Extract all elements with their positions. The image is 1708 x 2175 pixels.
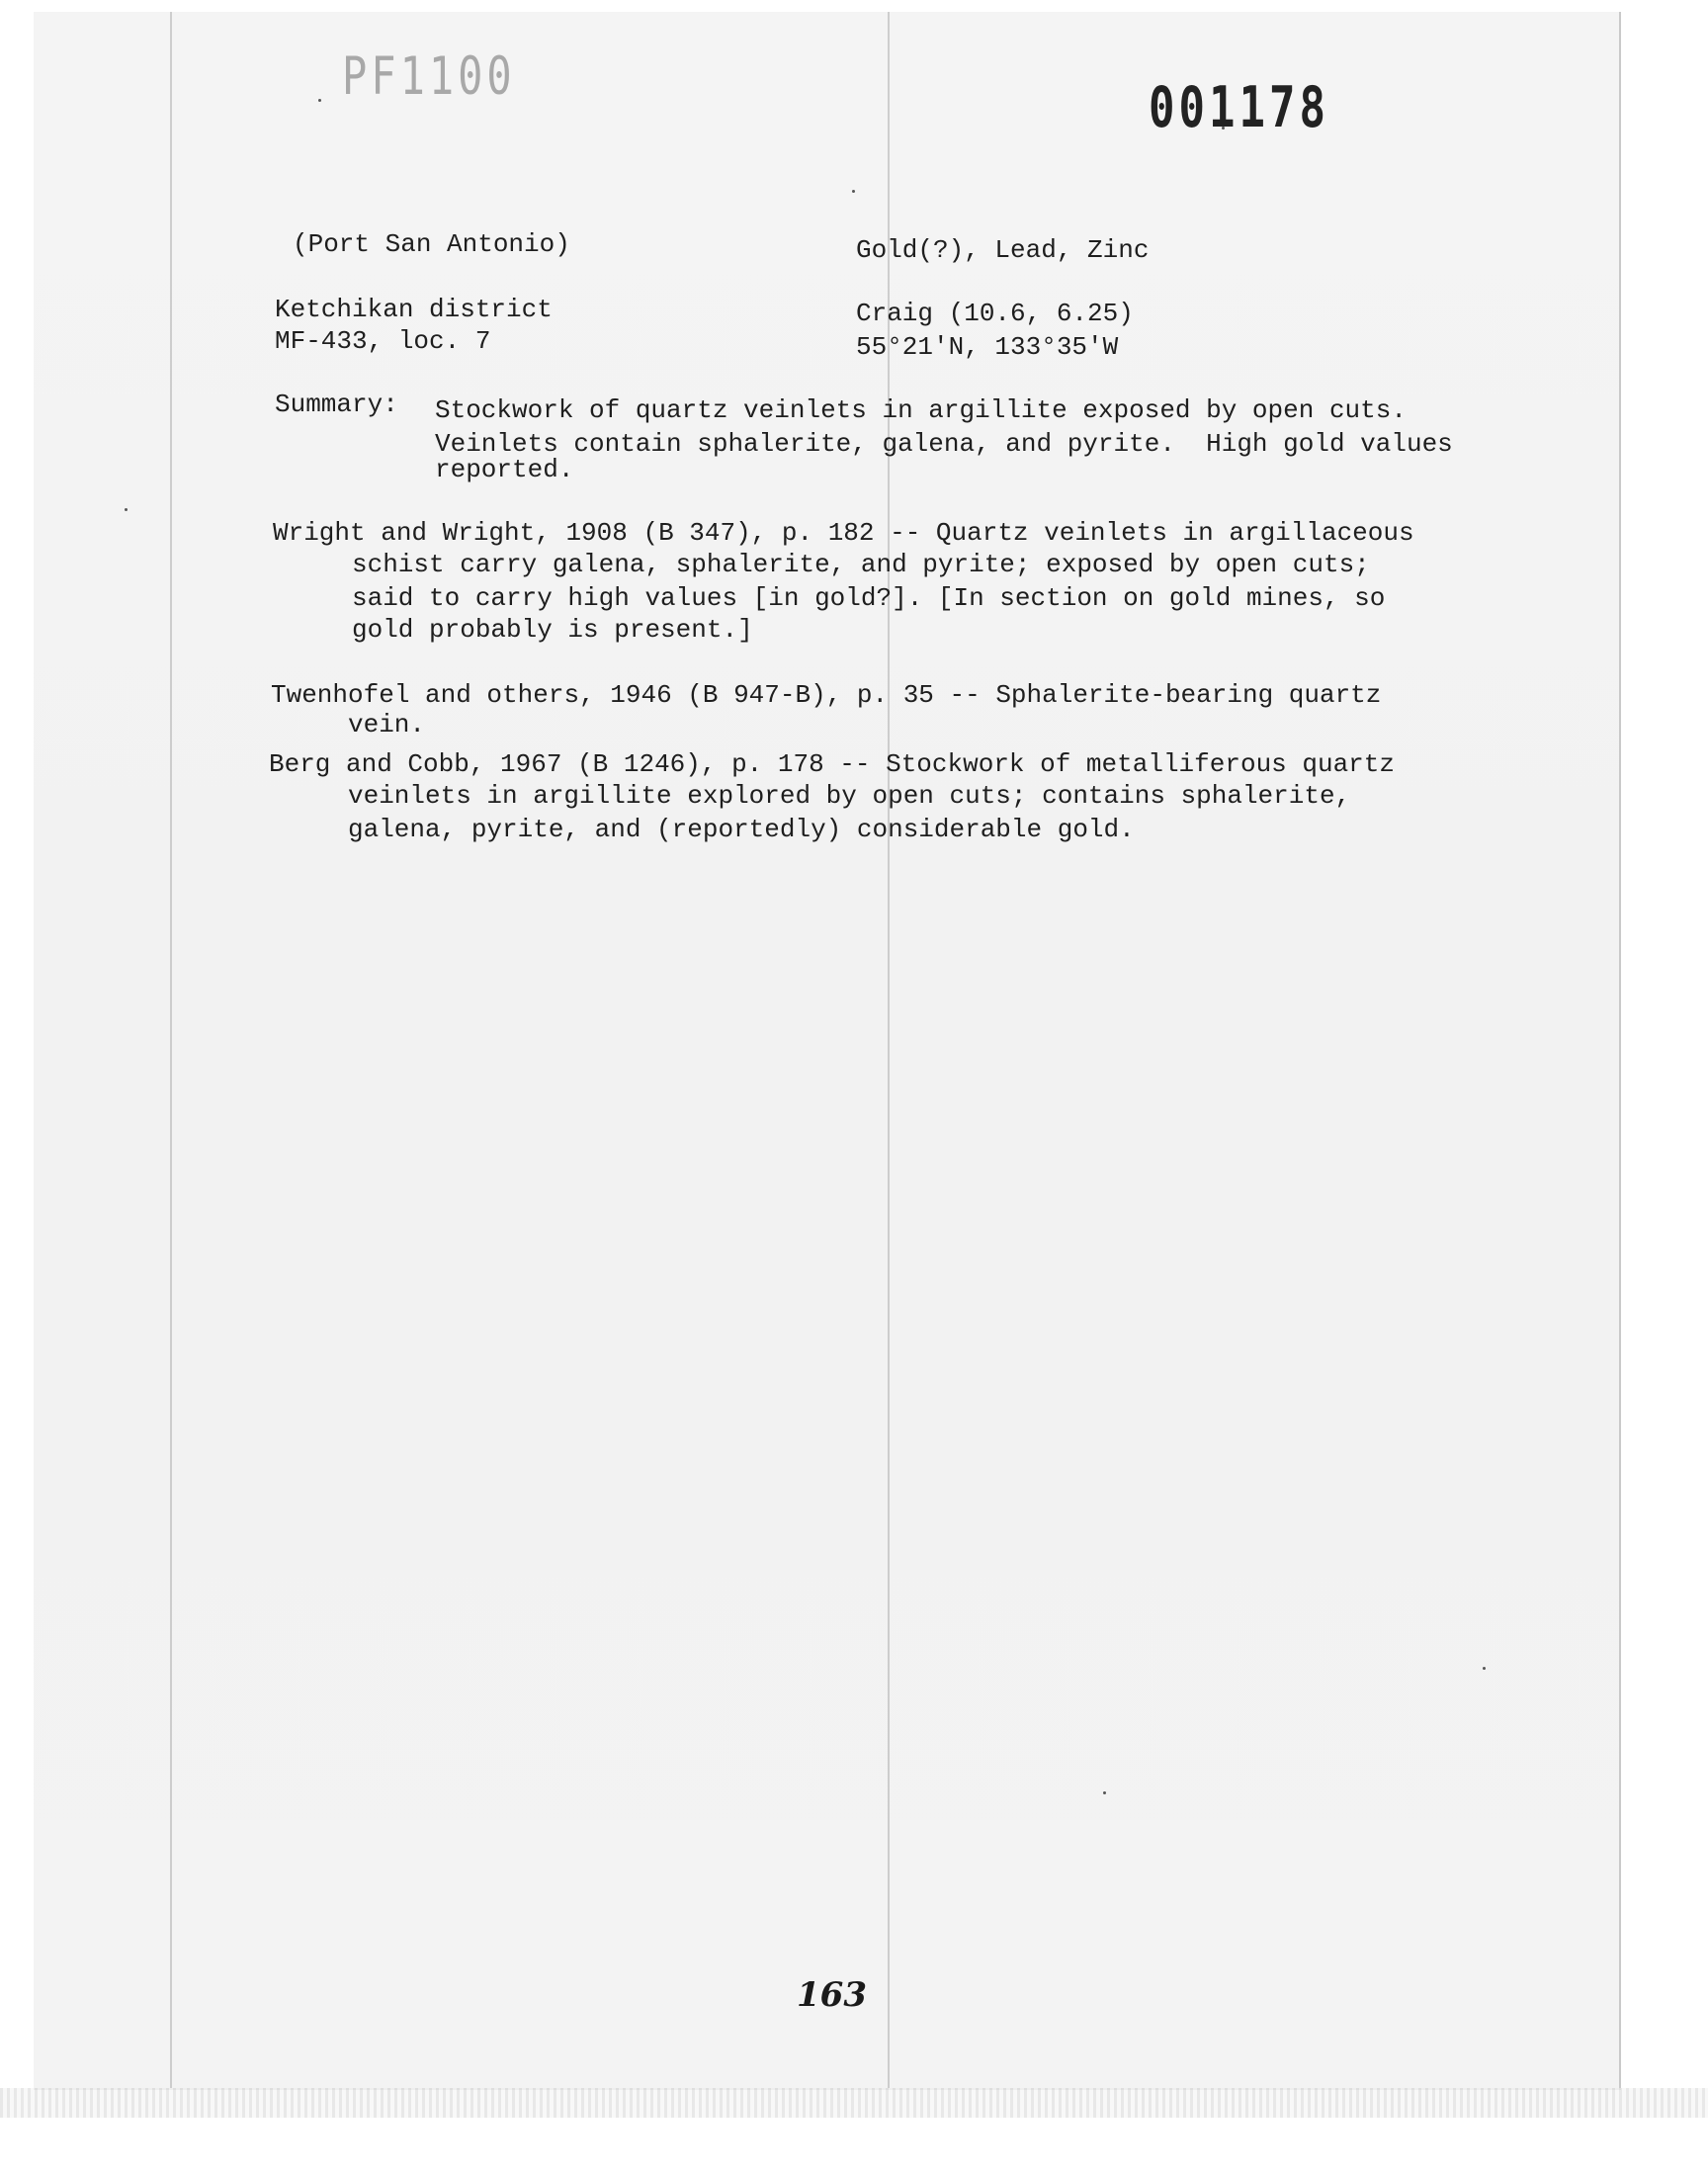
locality-name: (Port San Antonio) [293, 229, 570, 259]
speck [1483, 1667, 1486, 1670]
summary-label: Summary: [275, 390, 398, 419]
reference-line: Twenhofel and others, 1946 (B 947-B), p. 35 -- Sphalerite-bearing quartz [271, 680, 1382, 710]
reference-line: Wright and Wright, 1908 (B 347), p. 182 -- Quartz veinlets in argillaceous [273, 518, 1414, 548]
reference-line: vein. [348, 710, 426, 740]
reference-line: veinlets in argillite explored by open cuts; contains sphalerite, [348, 781, 1351, 811]
reference-line: Berg and Cobb, 1967 (B 1246), p. 178 -- Stockwork of metalliferous quartz [269, 749, 1395, 779]
speck [1103, 1791, 1106, 1794]
faint-stamp-code: PF1100 [342, 45, 516, 107]
reference-line: gold probably is present.] [352, 615, 753, 645]
coordinates: 55°21'N, 133°35'W [856, 332, 1119, 362]
scanner-edge-strip [0, 2088, 1708, 2118]
reference-line: galena, pyrite, and (reportedly) considerable gold. [348, 815, 1135, 844]
commodities: Gold(?), Lead, Zinc [856, 235, 1150, 265]
map-reference: MF-433, loc. 7 [275, 326, 491, 356]
quadrangle: Craig (10.6, 6.25) [856, 299, 1134, 328]
district: Ketchikan district [275, 295, 553, 324]
summary-line: reported. [435, 455, 574, 484]
record-id-stamp: 001178 [1149, 75, 1329, 141]
speck [125, 508, 128, 511]
speck [852, 190, 855, 193]
left-margin-fold [170, 12, 172, 2088]
reference-line: said to carry high values [in gold?]. [In section on gold mines, so [352, 583, 1386, 613]
reference-line: schist carry galena, sphalerite, and pyrite; exposed by open cuts; [352, 550, 1370, 579]
summary-line: Stockwork of quartz veinlets in argillite exposed by open cuts. [435, 395, 1407, 425]
speck [318, 99, 321, 102]
paper-sheet [34, 12, 1621, 2090]
page-number: 163 [797, 1975, 867, 2015]
summary-line: Veinlets contain sphalerite, galena, and pyrite. High gold values [435, 429, 1453, 459]
